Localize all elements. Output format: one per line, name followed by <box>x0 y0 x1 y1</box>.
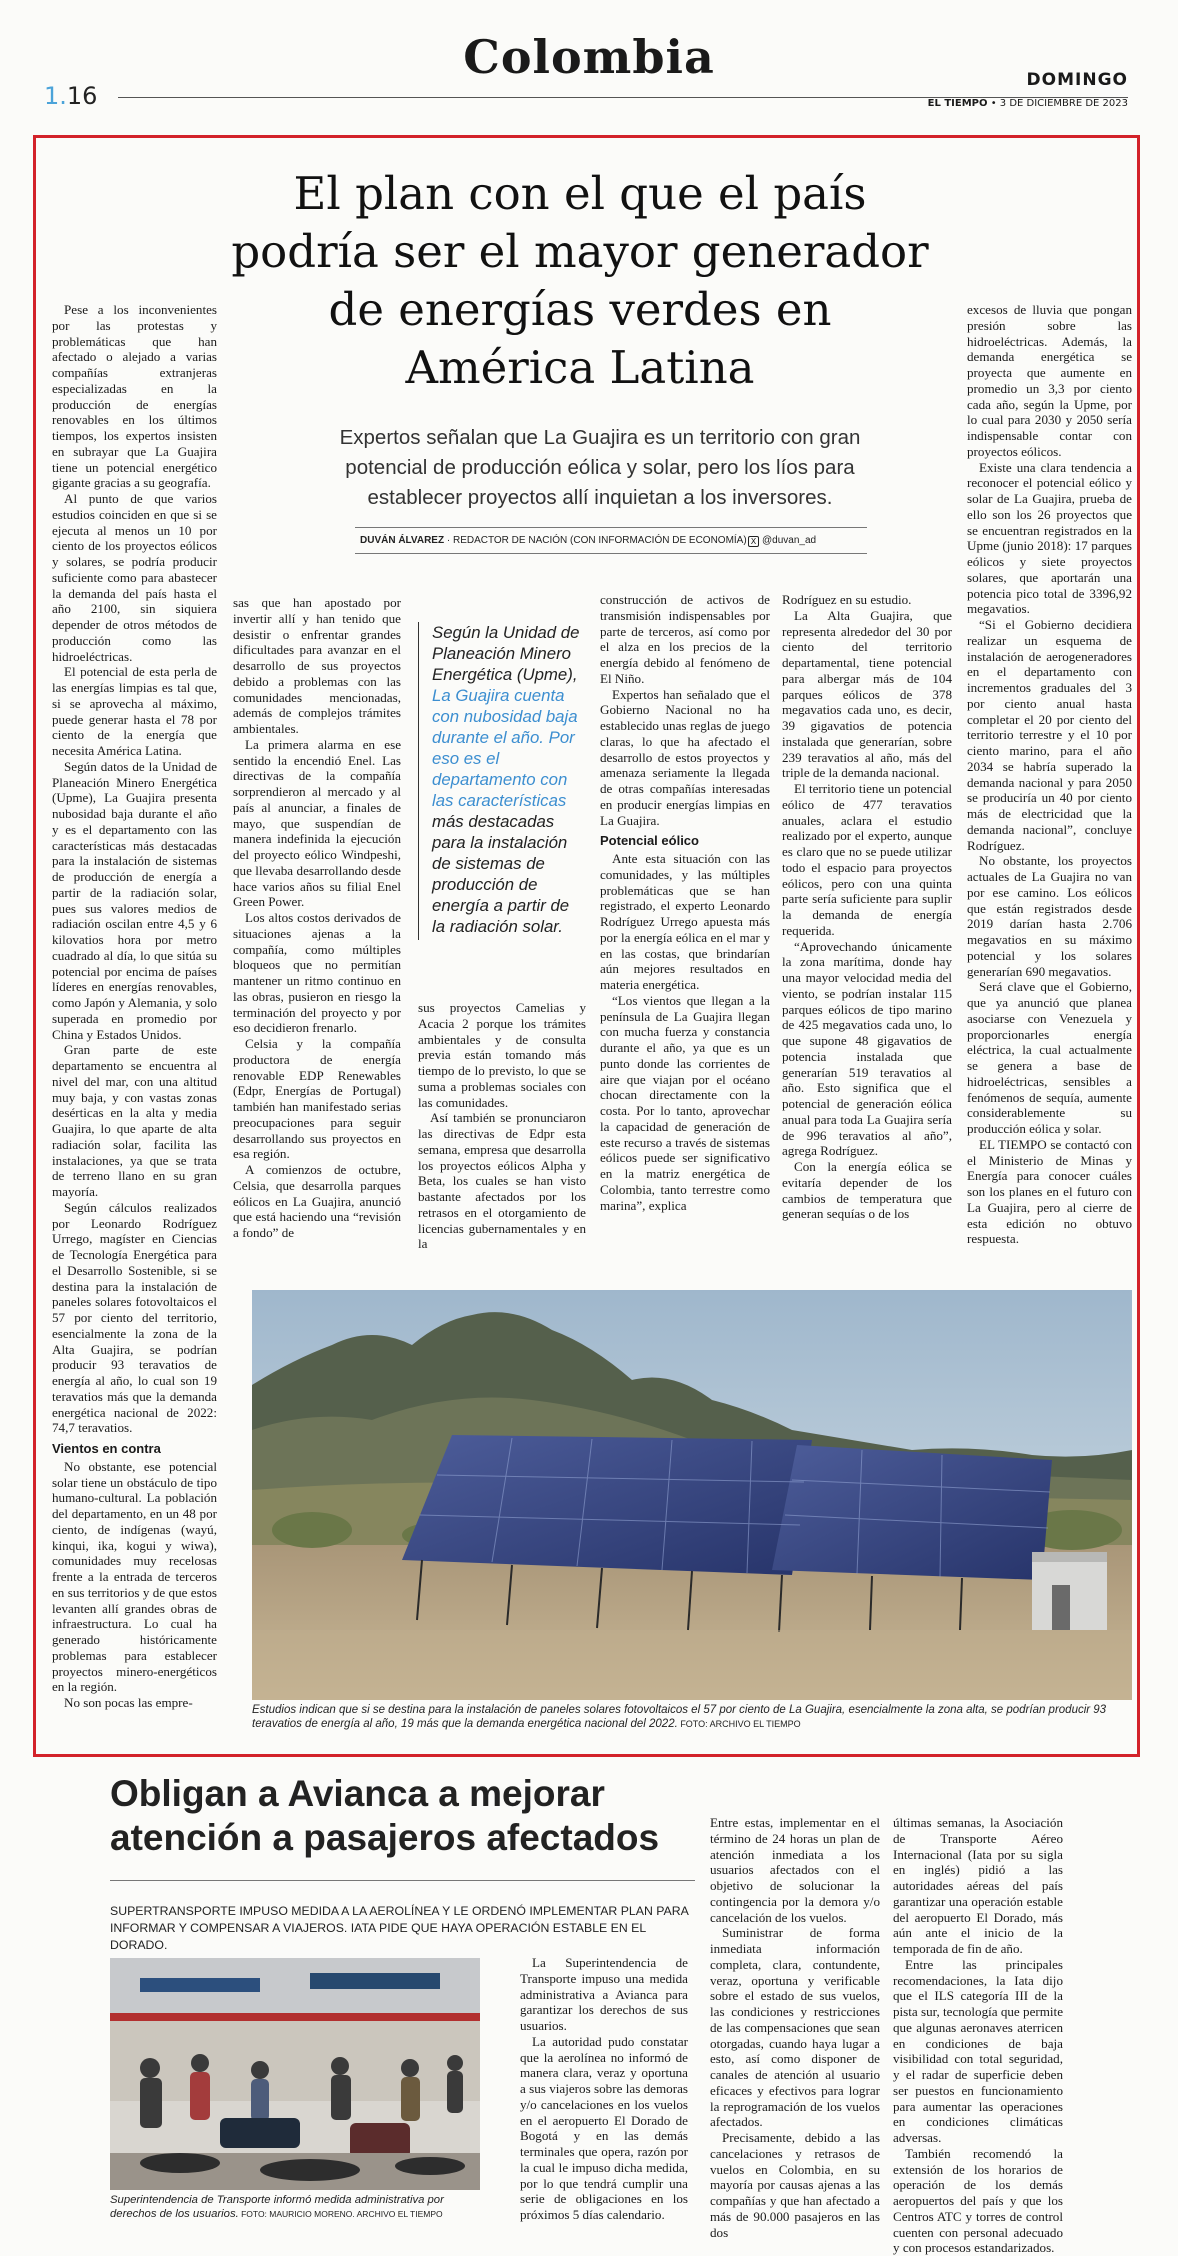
paragraph: “Aprovechando únicamente la zona marítima, donde hay una mayor velocidad media del viento, se podrían instalar 115 parques eólicos de tipo marino de 425 megavatios cada uno, lo que supone 48 gigavatios de potencia instalada que generarían 519 teravatios al año. Esto significa que el potencial de generación eólica anual para toda La Guajira sería de 996 teravatios al año”, agrega Rodríguez. <box>782 938 952 1159</box>
paragraph: sas que han apostado por invertir allí y han tenido que desistir o enfrentar grandes dificultades para avanzar en el desarrollo de sus proyectos debido a problemas con las comunidades mencionadas, además de complejos trámites ambientales. <box>233 595 401 736</box>
article2-rule <box>110 1880 695 1881</box>
solar-panels-photo <box>252 1290 1132 1700</box>
paragraph: EL TIEMPO se contactó con el Ministerio de Minas y Energía para conocer cuáles son los planes en el futuro con La Guajira, pero al cierre de esta edición no obtuvo respuesta. <box>967 1136 1132 1247</box>
paragraph: Gran parte de este departamento se encuentra al nivel del mar, con una altitud muy baja, y con vastas zonas desérticas en la alta y media Guajira, lo que aparte de alta radiación solar, facilita las instalaciones, ya que se trata de terreno llano en su gran mayoría. <box>52 1042 217 1199</box>
paragraph: La Superintendencia de Transporte impuso una medida administrativa a Avianca para garantizar los derechos de sus usuarios. <box>520 1955 688 2033</box>
paragraph: construcción de activos de transmisión indispensables por parte de terceros, así como por el alza en los precios de la energía debido al fenómeno de El Niño. <box>600 592 770 686</box>
author-name: DUVÁN ÁLVAREZ <box>360 535 445 546</box>
paragraph: No obstante, los proyectos actuales de La Guajira no van por ese camino. Los eólicos que están registrados desde 2019 darían hasta 2.706 megavatios en su máximo potencial y los solares generarían 690 megavatios. <box>967 853 1132 979</box>
paragraph: Ante esta situación con las comunidades, y las múltiples problemáticas que se han registrado, el experto Leonardo Rodríguez Urrego apuesta más por la energía eólica en el mar y en las costas, que brindarían aún mejores resultados en materia energética. <box>600 851 770 992</box>
article2-column-2 <box>710 1815 880 2245</box>
paragraph: La Alta Guajira, que representa alrededor del 30 por ciento del territorio departamental, tiene potencial para albergar más de 104 parques eólicos de 378 megavatios cada uno, es decir, 39 gigavatios de potencia instalada que generarían, sobre 239 teravatios al año, más del triple de la demanda nacional. <box>782 607 952 781</box>
airport-photo <box>110 1958 480 2190</box>
paragraph: A comienzos de octubre, Celsia, que desarrolla parques eólicos en La Guajira, anunció que está haciendo una “revisión a fondo” de <box>233 1162 401 1240</box>
article2-summary: SUPERTRANSPORTE IMPUSO MEDIDA A LA AEROLÍNEA Y LE ORDENÓ IMPLEMENTAR PLAN PARA INFORMAR Y COMPENSAR A VIAJEROS. IATA PIDE QUE HAYA OPERACIÓN ESTABLE EN EL DORADO. <box>110 1904 689 1952</box>
paragraph: La primera alarma en ese sentido la encendió Enel. Las directivas de la compañía sorprendieron al mercado y al país al anunciar, a finales de mayo, que suspendían de manera indefinida la ejecución del proyecto eólico Windpeshi, que llevaba desarrollando desde hace varios años su filial Enel Green Power. <box>233 736 401 910</box>
paragraph: También recomendó la extensión de los horarios de operación de los demás aeropuertos del país y que los Centros ATC y torres de control cuenten con personal adecuado y con procesos estandarizados. <box>893 2145 1063 2256</box>
paragraph: Pese a los inconvenientes por las protestas y problemáticas que han afectado o alejado a varias compañías extranjeras especializadas en la producción de energías renovables en los últimos tiempos, los expertos insisten en subrayar que La Guajira tiene un potencial energético gigante gracias a su geografía. <box>52 302 217 491</box>
paper-name: EL TIEMPO <box>927 98 988 109</box>
paragraph: Los altos costos derivados de situaciones ajenas a la compañía, como múltiples bloqueos que no permitían mantener un ritmo continuo en las obras, pusieron en riesgo la terminación del proyecto y por eso decidieron frenarlo. <box>233 910 401 1036</box>
paragraph: Será clave que el Gobierno, que ya anunció que planea asociarse con Venezuela y proporcionarles energía eléctrica, la cual actualmente se genera a base de hidroeléctricas, sensibles a fenómenos de sequía, aumente considerablemente su producción eólica y solar. <box>967 979 1132 1136</box>
paragraph: No son pocas las empre- <box>64 1695 193 1710</box>
article2-headline: Obligan a Avianca a mejorar atención a pasajeros afectados <box>110 1773 660 1858</box>
page-prefix: 1. <box>44 82 67 110</box>
page-number-value: 16 <box>66 82 98 110</box>
paragraph: Existe una clara tendencia a reconocer el potencial eólico y solar de La Guajira, prueba de ello son los 26 proyectos que se encuentran registrados en la Upme (junio 2018): 17 parques eólicos y siete proyectos solares, que aportarán una potencia pico total de 3396,92 megavatios. <box>967 459 1132 617</box>
article2-caption-text: Superintendencia de Transporte informó medida administrativa por derechos de los usuarios. <box>110 2194 444 2220</box>
paragraph: últimas semanas, la Asociación de Transporte Aéreo Internacional (Iata por su sigla en inglés) pidió a las autoridades aéreas del país garantizar una operación estable del aeropuerto El Dorado, más aún ante el inicio de la temporada de fin de año. <box>893 1815 1063 1956</box>
paragraph: Según cálculos realizados por Leonardo Rodríguez Urrego, magíster en Ciencias de Tecnología Energética para el Desarrollo Sostenible, si se destina para la instalación de paneles solares fotovoltaicos el 57 por ciento del territorio, esencialmente la zona de la Alta Guajira, se podrían producir 93 teravatios de energía al año, lo cual son 19 teravatios más que la demanda energética nacional de 2022: 74,7 teravatios. <box>52 1199 217 1436</box>
byline-rule-bottom <box>355 553 867 554</box>
paragraph: No obstante, ese potencial solar tiene un obstáculo de tipo humano-cultural. La población del departamento, en un 48 por ciento, de indígenas (wayú, kinqui, ika, kogui y wiwa), comunidades muy recelosas frente a la entrada de terceros en sus territorios y de que estos levanten allí grandes obras de infraestructura. Lo cual ha generado históricamente problemas para establecer proyectos minero-energéticos en la región. <box>52 1458 217 1695</box>
pull-quote-highlight: La Guajira cuenta con nubosidad baja durante el año. Por eso es el departamento con las características <box>432 686 578 810</box>
article-column-5 <box>967 302 1132 1334</box>
paragraph: Celsia y la compañía productora de energía renovable EDP Renewables (Edpr, Energías de Portugal) también han manifestado serias preocupaciones para seguir desarrollando sus proyectos en esa región. <box>233 1036 401 1162</box>
paragraph: Precisamente, debido a las cancelaciones y retrasos de vuelos en Colombia, en su mayoría por causas ajenas a las compañías y que han afectado a más de 90.000 pasajeros en las dos <box>710 2130 880 2240</box>
paragraph: Suministrar de forma inmediata información completa, clara, contundente, veraz, oportuna y verificable sobre el estado de sus vuelos, las condiciones y restricciones de las compensaciones que sean otorgadas, cuando haya lugar a esto, así como disponer de canales de atención al usuario eficaces y efectivos para lograr la reprogramación de los vuelos afectados. <box>710 1925 880 2130</box>
article-deck: Expertos señalan que La Guajira es un territorio con gran potencial de producción eólica y solar, pero los líos para establecer proyectos allí inquietan a los inversores. <box>339 426 861 509</box>
pull-quote <box>418 622 586 940</box>
byline <box>360 535 817 546</box>
paragraph: “Los vientos que llegan a la península de La Guajira llegan con mucha fuerza y constancia durante el año, ya que es un punto donde las corrientes de aire que viajan por el océano chocan directamente con la costa. Por lo tanto, aprovechar la capacidad de generación de este recurso a través de sistemas eólicos puede ser significativo en la matriz energética de Colombia, tanto terrestre como marina”, explica <box>600 992 770 1213</box>
twitter-handle-text: @duvan_ad <box>762 535 817 546</box>
paragraph: La autoridad pudo constatar que la aerolínea no informó de manera clara, veraz y oportuna a sus viajeros sobre las demoras y/o cancelaciones en los vuelos en el aeropuerto El Dorado de Bogotá y en las demás terminales que opera, razón por la cual le impuso dicha medida, por lo que tendrá cumplir una serie de obligaciones en los próximos 5 días calendario. <box>520 2033 688 2222</box>
author-role: · REDACTOR DE NACIÓN (CON INFORMACIÓN DE ECONOMÍA) <box>446 535 747 546</box>
subhead-eolico: Potencial eólico <box>600 833 699 849</box>
paragraph: Entre estas, implementar en el término de 24 horas un plan de atención inmediata a los usuarios afectados con el objetivo de solucionar la contingencia por la demora y/o cancelación de los vuelos. <box>710 1815 880 1925</box>
article2-photo-caption <box>110 2193 490 2221</box>
twitter-handle[interactable] <box>748 535 868 547</box>
photo-caption <box>252 1703 1132 1731</box>
photo-credit: FOTO: ARCHIVO EL TIEMPO <box>677 1719 801 1729</box>
byline-rule-top <box>355 527 867 528</box>
subhead-vientos: Vientos en contra <box>52 1441 161 1456</box>
dateline <box>928 98 1128 109</box>
article2-photo-credit: FOTO: MAURICIO MORENO. ARCHIVO EL TIEMPO <box>238 2209 443 2219</box>
page-number <box>44 82 97 110</box>
pull-quote-end: más destacadas para la instalación de sistemas de producción de energía a partir de la radiación solar. <box>432 812 570 936</box>
section-title: Colombia <box>463 30 715 84</box>
paragraph: Con la energía eólica se evitaría depender de los cambios de temperatura que generan sequías o de los <box>782 1159 952 1222</box>
article-column-2 <box>233 595 401 1335</box>
paragraph: excesos de lluvia que pongan presión sobre las hidroeléctricas. Además, la demanda energética se proyecta que aumente en promedio un 3,3 por ciento cada año, según la Upme, por lo cual para 2030 y 2050 sería indispensable contar con proyectos eólicos. <box>967 302 1132 459</box>
paragraph: Al punto de que varios estudios coinciden en que si se ejecuta al menos un 10 por ciento de los proyectos eólicos y solares, se podría producir suficiente como para abastecer la demanda del país hasta el año 2100, sin siquiera depender de otros métodos de producción como las hidroeléctricas. <box>52 491 217 664</box>
paragraph: Entre las principales recomendaciones, la Iata dijo que el ILS categoría III de la pista sur, tecnología que permite que algunas aeronaves aterricen en condiciones de baja visibilidad con total seguridad, y el radar de superficie deben ser puestos en funcionamiento para aumentar las operaciones en condiciones climáticas adversas. <box>893 1956 1064 2145</box>
article-column-1 <box>52 302 217 1767</box>
article2-column-1 <box>520 1955 688 2245</box>
article-column-3 <box>600 592 770 1334</box>
paragraph: Expertos han señalado que el Gobierno Nacional no ha establecido unas reglas de juego claras, lo que ha afectado el desarrollo de estos proyectos y amenaza seriamente la llegada de otras compañías interesadas en producir energías limpias en La Guajira. <box>600 686 770 828</box>
paragraph: Según datos de la Unidad de Planeación Minero Energética (Upme), La Guajira presenta nubosidad baja durante el año y es el departamento con las características más destacadas para la instalación de sistemas de producción de energía a partir de la radiación solar, pues sus valores medios de radiación oscilan entre 4,5 y 6 kilovatios hora por metro cuadrado al día, lo que sitúa su potencial por encima de países líderes en energías renovables, como Japón y Alemania, y solo superada en promedio por China y Estados Unidos. <box>52 758 217 1042</box>
paragraph: El potencial de esta perla de las energías limpias es tal que, si se aprovecha al máximo, puede generar hasta el 78 por ciento de la energía que necesita América Latina. <box>52 664 217 758</box>
article-column-4 <box>782 592 952 1334</box>
paragraph: sus proyectos Camelias y Acacia 2 porque los trámites ambientales y de consulta previa están tomando más tiempo de lo previsto, lo que se suma a problemas sociales con las comunidades. <box>418 1000 586 1110</box>
date: • 3 DE DICIEMBRE DE 2023 <box>990 98 1128 109</box>
paragraph: “Si el Gobierno decidiera realizar un esquema de instalación de aerogeneradores en el departamento con incrementos graduales del 3 por ciento anual hasta completar el 20 por ciento del territorio terrestre y el 10 por ciento marino, para el año 2034 se habría superado la demanda nacional y para 2050 se produciría un 40 por ciento más de electricidad que la demanda nacional”, concluye Rodríguez. <box>967 617 1132 853</box>
pull-quote-start: Según la Unidad de Planeación Minero Energética (Upme), <box>432 623 580 684</box>
photo-caption-text: Estudios indican que si se destina para la instalación de paneles solares fotovoltaicos el 57 por ciento de La Guajira, esencialmente la zona alta, se podrían producir 93 teravatios de energía al año, 19 más que la demanda energética nacional del 2022. <box>252 1704 1107 1730</box>
paragraph: El territorio tiene un potencial eólico de 477 teravatios anuales, aclara el estudio realizado por el experto, aunque es claro que no se puede utilizar todo el espacio para proyectos eólicos, pero con una quinta parte sería suficiente para suplir la demanda de energía requerida. <box>782 781 952 938</box>
x-logo-icon: X <box>748 536 759 547</box>
article-headline: El plan con el que el país podría ser el mayor generador de energías verdes en América Latina <box>231 167 929 394</box>
article2-column-3 <box>893 1815 1064 2256</box>
paragraph: Rodríguez en su estudio. <box>782 592 912 607</box>
article-column-2b <box>418 1000 586 1335</box>
paragraph: Así también se pronunciaron las directivas de Edpr esta semana, empresa que desarrolla los proyectos eólicos Alpha y Beta, los cuales se han visto bastante afectados por los retrasos en el otorgamiento de licencias gubernamentales y en la <box>418 1110 586 1252</box>
day-label: DOMINGO <box>1026 70 1128 90</box>
